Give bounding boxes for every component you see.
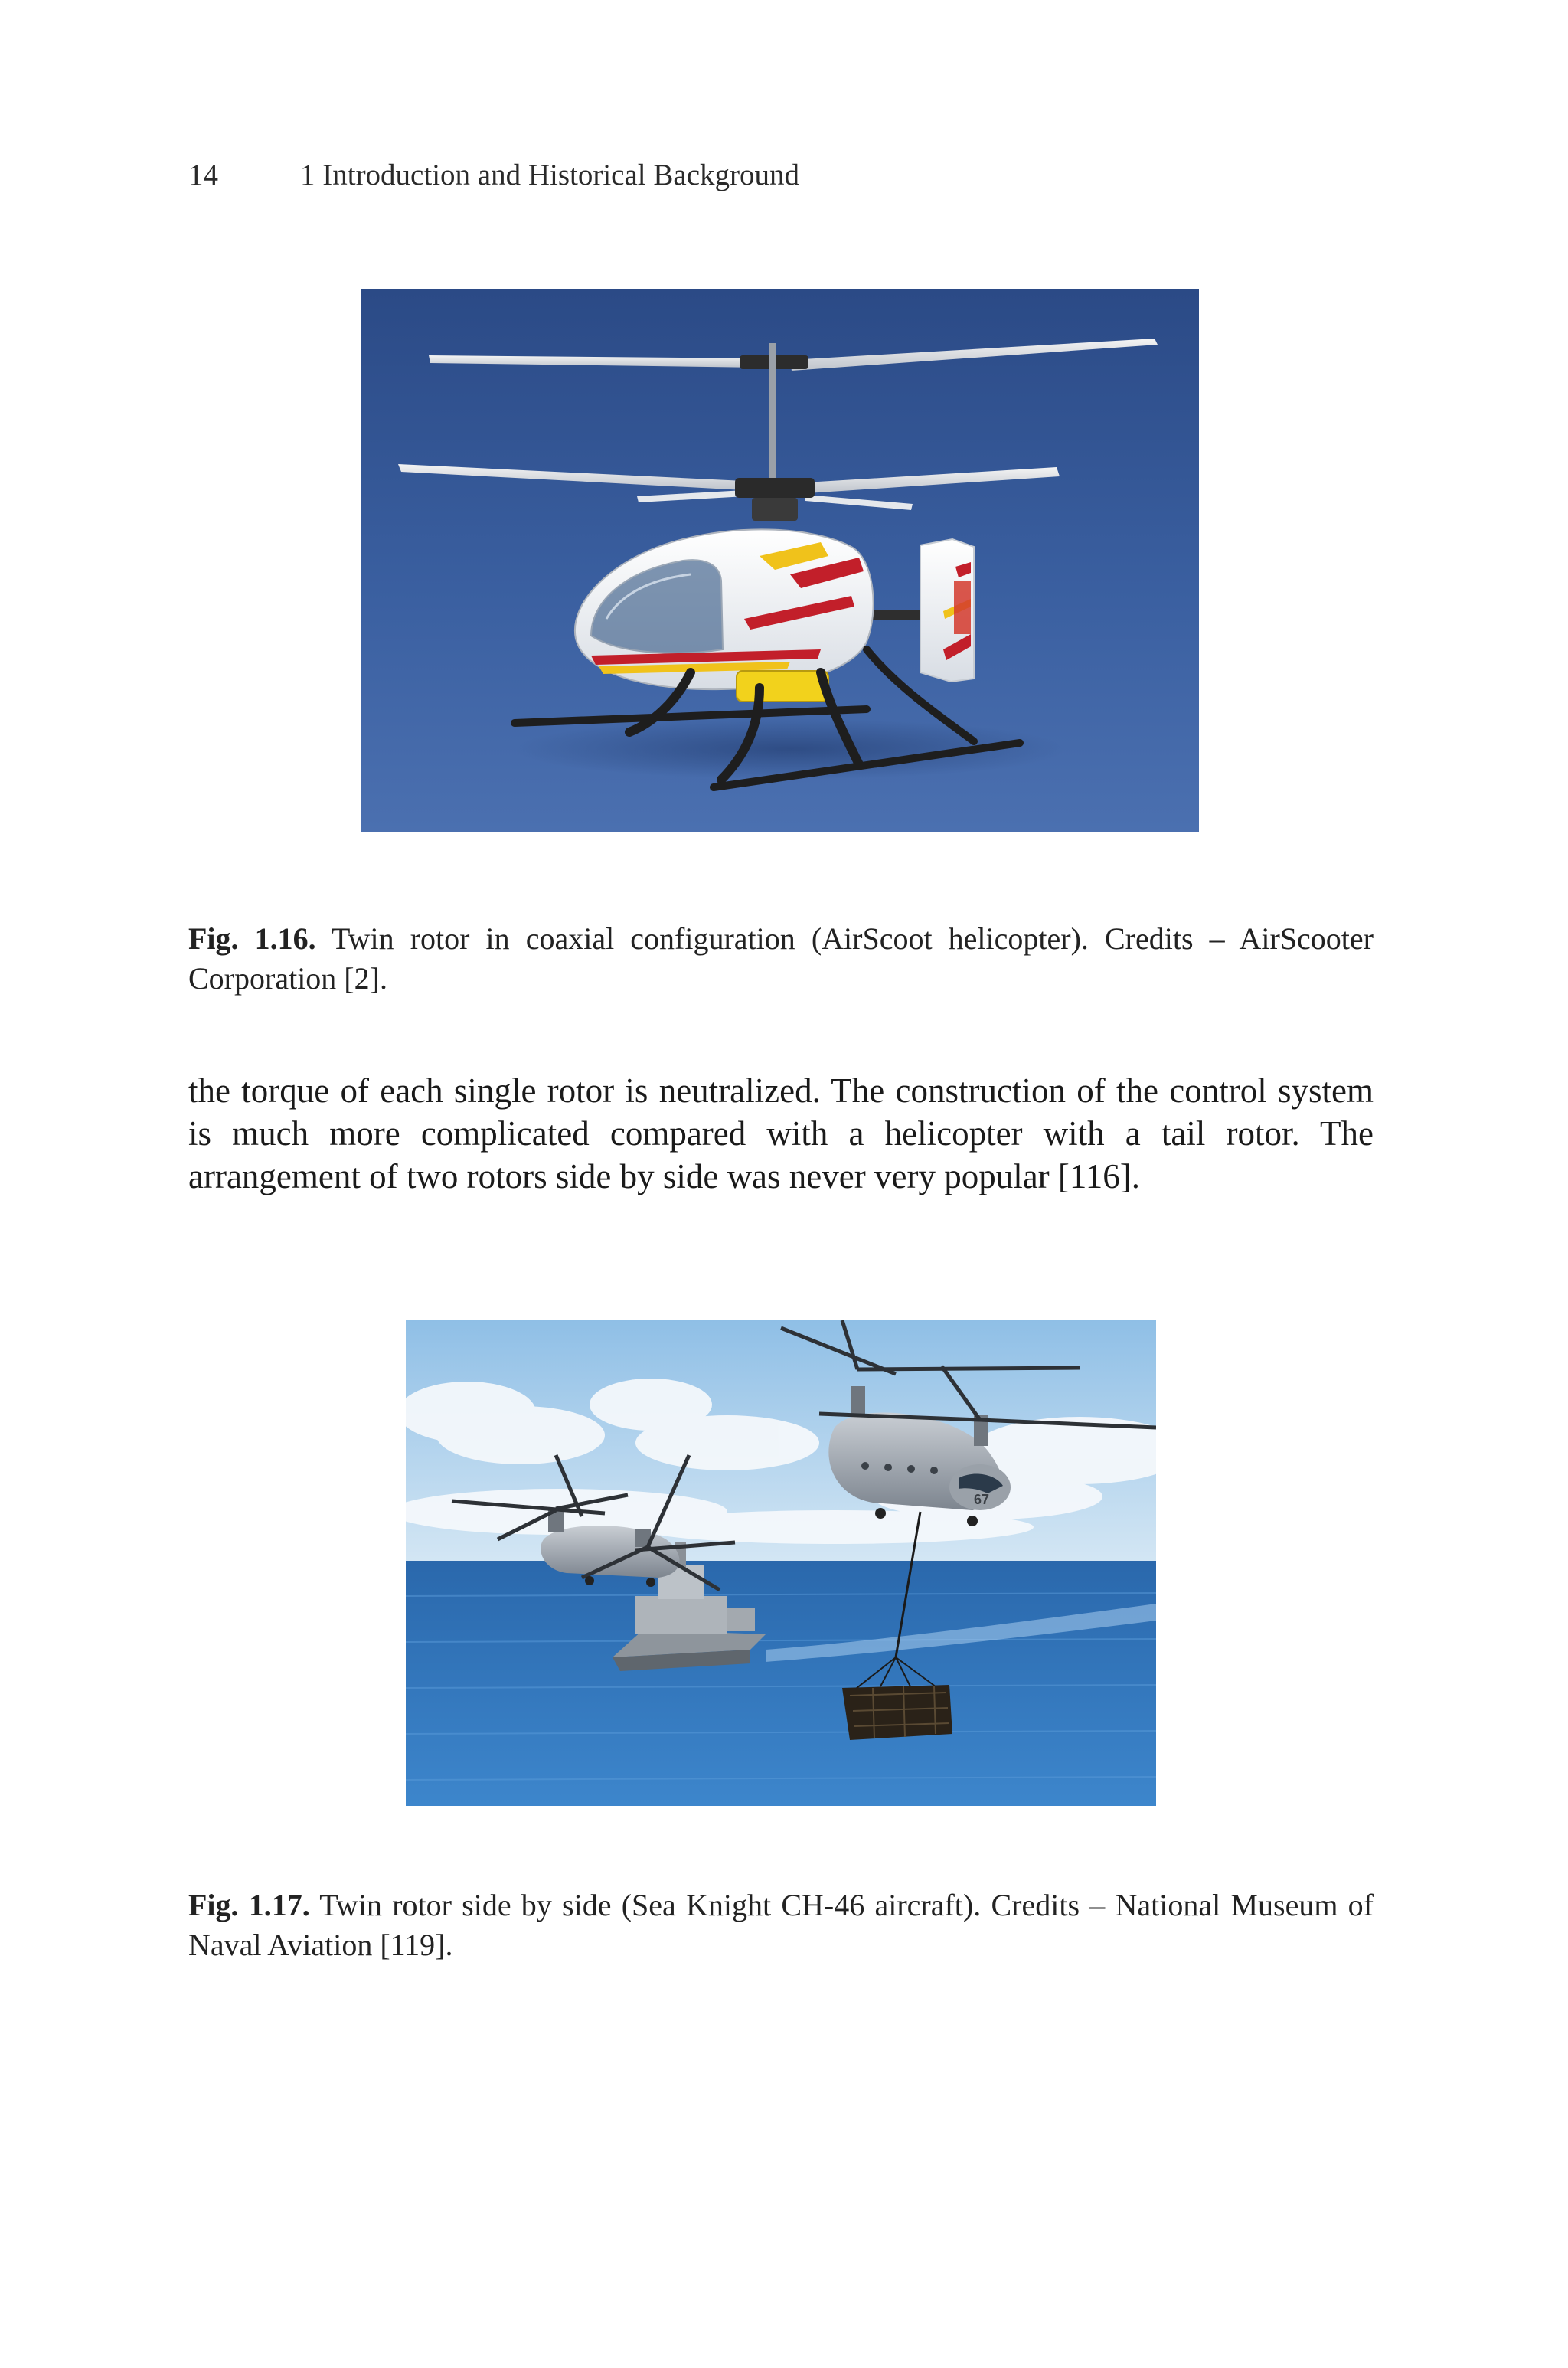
running-header xyxy=(188,158,799,192)
sea-knight-illustration xyxy=(406,1320,1156,1806)
page-number: 14 xyxy=(188,159,218,191)
figure-1-16-coaxial-helicopter-photo xyxy=(361,289,1199,832)
figure-1-16-caption-text: Twin rotor in coaxial configuration (AirScoot helicopter). Credits – AirScooter Corporation [2]. xyxy=(188,921,1374,996)
figure-1-17-sea-knight-photo xyxy=(406,1320,1156,1806)
figure-1-16-caption xyxy=(188,919,1374,999)
tail-fin xyxy=(920,539,974,682)
chapter-title: 1 Introduction and Historical Background xyxy=(300,159,800,191)
figure-1-17-caption-text: Twin rotor side by side (Sea Knight CH-46 aircraft). Credits – National Museum of Naval Aviation [119]. xyxy=(188,1888,1374,1962)
tail-number: 67 xyxy=(974,1492,990,1507)
figure-1-16-label: Fig. 1.16. xyxy=(188,921,316,956)
sea xyxy=(406,1561,1156,1806)
coaxial-helicopter-illustration xyxy=(361,289,1199,832)
body-paragraph: the torque of each single rotor is neutralized. The construction of the control system is much more complicated compared with a helicopter with a tail rotor. The arrangement of two rotors side by side was never very popular [116]. xyxy=(188,1071,1374,1195)
figure-1-17-caption xyxy=(188,1886,1374,1965)
figure-1-17-label: Fig. 1.17. xyxy=(188,1888,310,1922)
